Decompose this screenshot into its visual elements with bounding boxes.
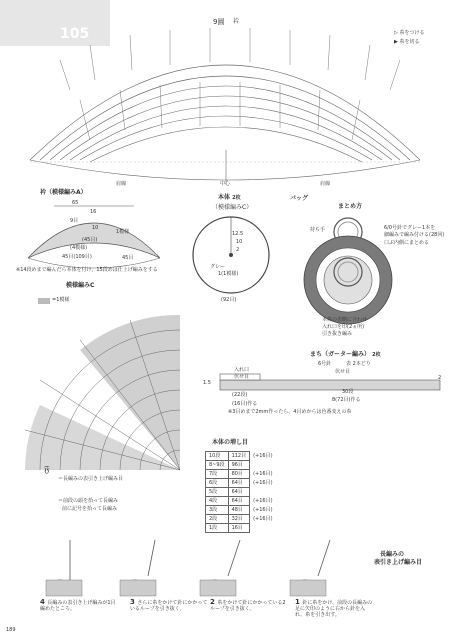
table-row bbox=[206, 488, 277, 497]
legend-attach: ▷ 糸をつける bbox=[394, 30, 425, 36]
pattern-c-chart bbox=[10, 297, 190, 480]
steps-captions bbox=[40, 598, 420, 628]
collar-measure-c: 1模様 bbox=[116, 229, 130, 235]
gusset-dim3: (16目)作る bbox=[232, 401, 258, 407]
table-cell: 7段 bbox=[206, 470, 229, 479]
table-cell: 48目 bbox=[228, 506, 250, 515]
body-circle bbox=[190, 214, 272, 296]
table-cell: 3段 bbox=[206, 506, 229, 515]
table-row bbox=[206, 479, 277, 488]
table-cell: 64目 bbox=[228, 488, 250, 497]
body-fill-label: グレー bbox=[210, 264, 226, 270]
step-caption bbox=[40, 598, 118, 613]
step-text: 針に糸をかけ、前段の長編みの足に矢印のように右から針を入れ、糸を引き出す。 bbox=[295, 600, 373, 618]
table-row bbox=[206, 461, 277, 470]
bag-note-4: 本体の表側に合わせ bbox=[322, 317, 368, 323]
collar-center-label: 中心 bbox=[220, 181, 231, 187]
collar-inner-3: 45目(109目) bbox=[62, 254, 92, 260]
body-pattern: （模様編みC） bbox=[212, 204, 253, 211]
legend-cut: ▶ 糸を切る bbox=[394, 39, 420, 45]
table-cell: 1段 bbox=[206, 524, 229, 533]
collar-measure-b: 10 bbox=[92, 225, 99, 231]
gusset-h1: 1.5 bbox=[203, 380, 211, 386]
gusset-dim2: 30段 bbox=[342, 389, 354, 395]
step-caption bbox=[130, 598, 208, 613]
bag-note-6: 引き抜き編み bbox=[322, 331, 353, 337]
body-title bbox=[218, 195, 241, 202]
gusset-needle: 6号針 bbox=[318, 361, 332, 367]
table-cell: 80目 bbox=[228, 470, 250, 479]
table-cell: 2段 bbox=[206, 515, 229, 524]
collar-inner-1: (45目) bbox=[82, 237, 98, 243]
step-number: 4 bbox=[40, 598, 48, 606]
table-row bbox=[206, 515, 277, 524]
table-cell: 10段 bbox=[206, 452, 229, 461]
table-cell: 6段 bbox=[206, 479, 229, 488]
table-diff bbox=[250, 461, 276, 470]
collar-chart-title: 9圓 bbox=[213, 18, 225, 26]
table-cell: 32目 bbox=[228, 515, 250, 524]
gusset-title-sub: 2枚 bbox=[372, 352, 381, 358]
table-row bbox=[206, 452, 277, 461]
table-cell: 8~9段 bbox=[206, 461, 229, 470]
gusset-yarn: 表 2本どり bbox=[346, 361, 371, 367]
increase-table-grid bbox=[205, 451, 277, 533]
table-cell: 16目 bbox=[228, 524, 250, 533]
bag-note-2: 細編みで編み付ける(28回) bbox=[384, 232, 445, 238]
collar-inner-4: 45目 bbox=[122, 255, 134, 261]
table-diff: (+16目) bbox=[253, 507, 273, 513]
gusset-dim4: 8(72目)作る bbox=[332, 397, 361, 403]
table-row bbox=[206, 470, 277, 479]
page-number: 189 bbox=[6, 627, 16, 633]
legend-note-3: 前に記号を拾って長編み bbox=[62, 506, 118, 512]
bag-note-1: 6/0号針でグレー1本を bbox=[384, 225, 436, 231]
stitch-title-1: 長編みの bbox=[380, 551, 405, 558]
step-caption bbox=[210, 598, 288, 613]
legend-attach-label: 糸をつける bbox=[399, 30, 425, 36]
legend-cut-label: 糸を切る bbox=[399, 39, 420, 45]
collar-left-label: 肩線 bbox=[116, 181, 127, 187]
table-diff: (+16目) bbox=[253, 453, 273, 459]
step-text: 糸をかけて針にかかっている2ループを引き抜く。 bbox=[210, 600, 286, 612]
bag-note-5: 入れ口を印(2ヵ所) bbox=[322, 324, 365, 330]
collar-inner-2: (4模様) bbox=[70, 245, 88, 251]
increase-table-title: 本体の増し目 bbox=[212, 439, 249, 446]
table-diff: (+16目) bbox=[253, 498, 273, 504]
body-r1: 12.5 bbox=[232, 231, 244, 237]
gusset-left-2: 伏せ目 bbox=[234, 374, 250, 380]
body-fill-sub: 1(1模様) bbox=[218, 271, 239, 277]
collar-right-label: 肩線 bbox=[320, 181, 331, 187]
step-number: 3 bbox=[130, 598, 138, 606]
step-text: さらに糸をかけて針にかかっているループを引き抜く。 bbox=[130, 600, 208, 612]
increase-table-rows bbox=[205, 451, 275, 531]
table-cell: 96目 bbox=[228, 461, 250, 470]
pattern-c-legend: =1模様 bbox=[52, 297, 70, 303]
bag-note-3: 口ぶ内側にまとめる bbox=[384, 240, 430, 246]
table-diff: (+16目) bbox=[253, 480, 273, 486]
gusset-note: ※3目めまで2mm作ったら、4目めからは色番変えの糸 bbox=[228, 409, 352, 415]
collar-measure-width: 16 bbox=[90, 209, 97, 215]
table-row bbox=[206, 524, 277, 533]
gusset-left-1: 入れ口 bbox=[234, 367, 250, 373]
body-title-sub: 2枚 bbox=[232, 195, 241, 201]
table-diff: (+16目) bbox=[253, 471, 273, 477]
steps-illustration bbox=[40, 540, 360, 600]
collar-note: ※14段めまで編んだら本体を付け、15段めは仕上げ編みをする bbox=[16, 267, 158, 273]
body-r2: 10 bbox=[236, 239, 243, 245]
table-diff bbox=[250, 488, 276, 497]
collar-chart-sub: 衿 bbox=[233, 18, 240, 25]
pattern-c-title: 模様編みC bbox=[66, 282, 95, 289]
step-caption bbox=[295, 598, 373, 618]
legend-note-1: ＝長編みの表引き上げ編み目 bbox=[58, 476, 124, 482]
table-row bbox=[206, 506, 277, 515]
table-diff bbox=[250, 524, 276, 533]
table-row bbox=[206, 497, 277, 506]
pattern-code: 105 bbox=[60, 26, 90, 42]
bag-handle-label: 持ち手 bbox=[310, 227, 326, 233]
table-diff: (+16目) bbox=[253, 516, 273, 522]
gusset-title bbox=[310, 352, 381, 359]
bag-finish-title: まとめ方 bbox=[338, 203, 363, 210]
gusset-dim1: (22段) bbox=[232, 392, 248, 398]
body-bottom-label: (92目) bbox=[221, 297, 237, 303]
gusset-title-text: まち（ガーター編み） bbox=[310, 351, 371, 358]
table-cell: 4段 bbox=[206, 497, 229, 506]
step-text: 長編みの表引き上げ編みが1目編めたところ。 bbox=[40, 600, 116, 612]
body-r3: 2 bbox=[236, 247, 240, 253]
table-cell: 64目 bbox=[228, 497, 250, 506]
stitch-title-2: 表引き上げ編み目 bbox=[374, 559, 423, 566]
table-cell: 64目 bbox=[228, 479, 250, 488]
collar-measure-a: 9目 bbox=[70, 218, 79, 224]
step-number: 1 bbox=[295, 598, 303, 606]
step-number: 2 bbox=[210, 598, 218, 606]
bag-title: バッグ bbox=[290, 195, 309, 202]
legend-note-2: ＝前段の頭を拾って長編み bbox=[58, 498, 119, 504]
gusset-h2: 2 bbox=[438, 375, 442, 381]
collar-schematic-title: 衿（模様編みA） bbox=[40, 189, 87, 196]
gusset-top: 伏せ目 bbox=[335, 369, 351, 375]
collar-measure-top: 65 bbox=[72, 200, 79, 206]
table-cell: 5段 bbox=[206, 488, 229, 497]
stitch-symbol: 𝔉 bbox=[44, 465, 50, 475]
increase-table bbox=[205, 451, 275, 533]
body-title-text: 本体 bbox=[218, 194, 231, 201]
table-cell: 112目 bbox=[228, 452, 250, 461]
